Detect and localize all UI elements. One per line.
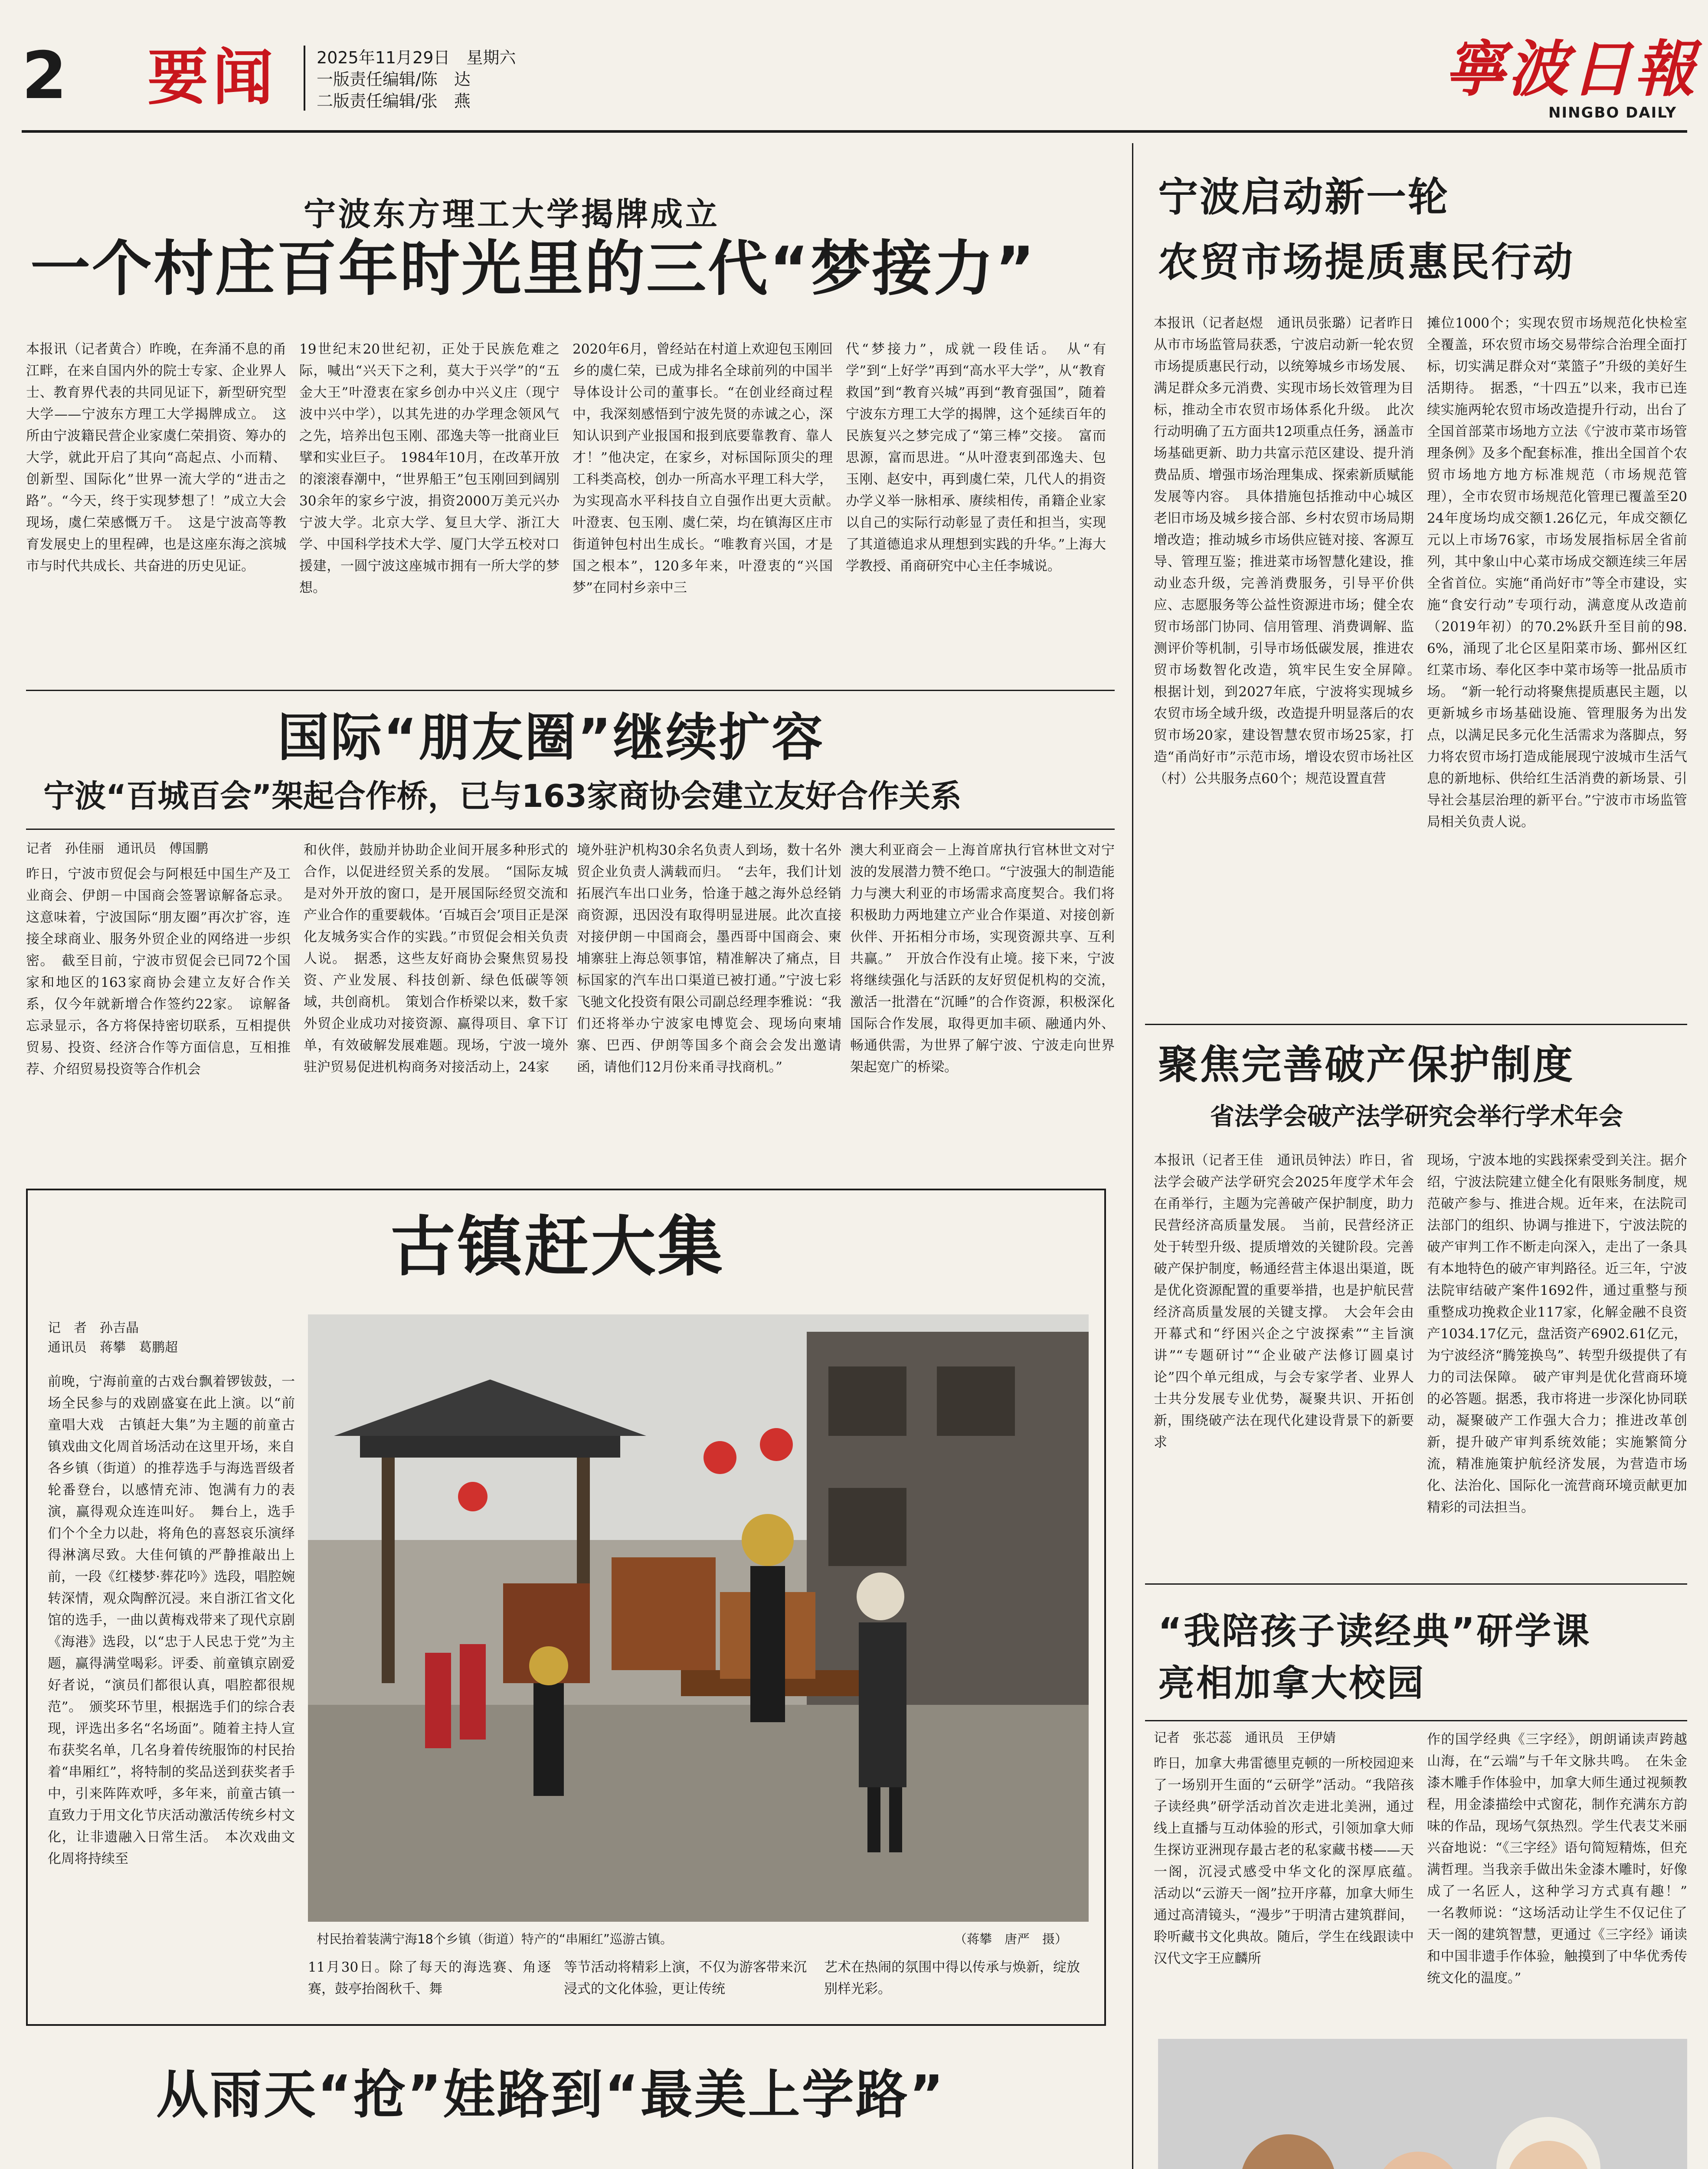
section-title: 要闻 [147,43,278,113]
story7-headline-1: “我陪孩子读经典”研学课 [1158,1610,1591,1652]
editor-line-1: 一版责任编辑/陈 达 [317,70,471,89]
story6-headline: 聚焦完善破产保护制度 [1158,1042,1575,1088]
story3-headline: 古镇赶大集 [390,1209,725,1285]
story2-subhead: 宁波“百城百会”架起合作桥，已与163家商协会建立友好合作关系 [43,778,962,814]
story1-col-1: 本报讯（记者黄合）昨晚，在奔涌不息的甬江畔，在来自国内外的院士专家、企业界人士、教育界代表的共同见证下，新型研究型大学——宁波东方理工大学揭牌成立。 这所由宁波籍民营企业家虞仁荣捐资、筹办的大学，就此开启了其向“高起点、小而精、创新型、国际化”世界一流大学的“进击之路”。“今天，终于实现梦想了！”成立大会现场，虞仁荣感慨万千。 这是宁波高等教育发展史上的里程碑，也是这座东海之滨城市与时代共成长、共奋进的历史见证。 [26,341,286,574]
paper-logo-en: NINGBO DAILY [1548,104,1677,121]
story5-bottom-rule [1145,1024,1687,1025]
story2-col-4: 澳大利亚商会－上海首席执行官林世文对宁波的发展潜力赞不绝口。“宁波强大的制造能力与澳大利亚的市场需求高度契合。我们将积极助力两地建立产业合作渠道、对接创新伙伴、开拓相分市场，实现资源共享、互利共赢。” 开放合作没有止境。接下来，宁波将继续强化与活跃的友好贸促机构的交流，激活一批潜在“沉睡”的合作资源，积极深化国际合作发展，取得更加丰硕、融通内外、畅通供需，为世界了解宁波、宁波走向世界架起宽广的桥梁。 [850,842,1115,1075]
editor-line-2: 二版责任编辑/张 燕 [317,92,471,111]
story3-body: 前晚，宁海前童的古戏台飘着锣钹鼓，一场全民参与的戏剧盛宴在此上演。以“前童唱大戏 古镇赶大集”为主题的前童古镇戏曲文化周首场活动在这里开场，来自各乡镇（街道）的推荐选手与海选晋级者轮番登台，以感情充沛、饱满有力的表演，赢得观众连连叫好。 舞台上，选手们个个全力以赴，将角色的喜怒哀乐演绎得淋漓尽致。大佳何镇的严静推敲出上前，一段《红楼梦·葬花吟》选段，唱腔婉转深情，观众陶醉沉浸。来自浙江省文化馆的选手，一曲以黄梅戏带来了现代京剧《海港》选段，以“忠于人民忠于党”为主题，赢得满堂喝彩。评委、前童镇京剧爱好者说，“演员们都很认真，唱腔都很规范”。 颁奖环节里，根据选手们的综合表现，评选出多名“名场面”。随着主持人宣布获奖名单，几名身着传统服饰的村民抬着“串厢红”，将特制的奖品送到获奖者手中，引来阵阵欢呼，多年来，前童古镇一直致力于用文化节庆活动激活传统乡村文化，让非遗融入日常生活。 本次戏曲文化周将持续至 [48,1374,295,1867]
story7-byline: 记者 张芯蕊 通讯员 王伊婧 [1154,1730,1336,1746]
story3-byline-reporter: 记 者 孙吉晶 [48,1320,139,1336]
story2-headline: 国际“朋友圈”继续扩容 [278,708,825,767]
story3-col-c: 艺术在热闹的氛围中得以传承与焕新，绽放别样光彩。 [824,1959,1080,1997]
story1-headline-text: 一个村庄百年时光里的三代“梦接力” [30,234,1037,304]
story6-bottom-rule [1145,1583,1687,1585]
story3-col-a: 11月30日。除了每天的海选赛、角逐赛，鼓亭抬阁秋千、舞 [308,1959,551,1997]
story6-col-1: 本报讯（记者王佳 通讯员钟法）昨日，省法学会破产法学研究会2025年度学术年会在甬举行，主题为完善破产保护制度，助力民营经济高质量发展。 当前，民营经济正处于转型升级、提质增效的关键阶段。完善破产保护制度，畅通经营主体退出渠道，既是优化资源配置的重要举措，也是护航民营经济高质量发展的关键支撑。 大会年会由开幕式和“纾困兴企之宁波探索”“主旨演讲”“专题研讨”“企业破产法修订圆桌讨论”四个单元组成，与会专家学者、业界人士共分发展专业优势，凝聚共识、开拓创新，围绕破产法在现代化建设背景下的新要求 [1154,1153,1414,1450]
story7-rule [1145,1720,1687,1721]
students-woodcraft-illustration [1158,2039,1687,2169]
story6-col-2: 现场，宁波本地的实践探索受到关注。据介绍，宁波法院建立健全化有限账务制度，规范破产参与、推进合规。近年来，在法院司法部门的组织、协调与推进下，宁波法院的破产审判工作不断走向深入，走出了一条具有本地特色的破产审判路径。近三年，宁波法院审结破产案件1692件，通过重整与预重整成功挽救企业117家，化解金融不良资产1034.17亿元，盘活资产6902.61亿元，为宁波经济“腾笼换鸟”、转型升级提供了有力的司法保障。 破产审判是优化营商环境的必答题。据悉，我市将进一步深化协同联动，凝聚破产工作强大合力；推进改革创新，提升破产审判系统效能；实施繁简分流，精准施策护航经济发展，为营造市场化、法治化、国际化一流营商环境贡献更加精彩的司法担当。 [1427,1153,1687,1515]
story6-subhead: 省法学会破产法学研究会举行学术年会 [1210,1103,1623,1131]
story2-byline: 记者 孙佳丽 通讯员 傅国鹏 [26,841,208,856]
story7-photo [1158,2039,1687,2169]
page-number: 2 [22,38,67,114]
masthead-rule [22,130,1687,133]
story1-bottom-rule [26,690,1115,691]
story3-photo-credit: （蒋攀 唐严 摄） [954,1932,1068,1946]
story1-col-2: 19世纪末20世纪初，正处于民族危难之际，喊出“兴天下之利，莫大于兴学”的“五金大王”叶澄衷在家乡创办中兴义庄（现宁波中兴中学），以其先进的办学理念领风气之先，培养出包玉刚、邵逸夫等一批商业巨擘和实业巨子。 1984年10月，在改革开放的滚滚春潮中，“世界船王”包玉刚回到阔别30余年的家乡宁波，捐资2000万美元兴办宁波大学。北京大学、复旦大学、浙江大学、中国科学技术大学、厦门大学五校对口援建，一圆宁波这座城市拥有一所大学的梦想。 [299,341,560,596]
paper-logo: 寧波日報 [1444,34,1698,105]
story2-col-1: 昨日，宁波市贸促会与阿根廷中国生产及工业商会、伊朗－中国商会签署谅解备忘录。这意味着，宁波国际“朋友圈”再次扩容，连接全球商业、服务外贸企业的网络进一步织密。 截至目前，宁波市贸促会已同72个国家和地区的163家商协会建立友好合作关系，仅今年就新增合作签约22家。 谅解备忘录显示，各方将保持密切联系，互相提供贸易、投资、经济合作等方面信息，互相推荐、介绍贸易投资等合作机会 [26,866,291,1077]
story3-col-b: 等节活动将精彩上演，不仅为游客带来沉浸式的文化体验，更让传统 [564,1959,807,1997]
story5-col-2: 摊位1000个；实现农贸市场规范化快检室全覆盖，环农贸市场交易带综合治理全面打标，切实满足群众对“菜篮子”升级的美好生活期待。 据悉，“十四五”以来，我市已连续实施两轮农贸市场改造提升行动，出台了全国首部菜市场地方立法《宁波市菜市场管理条例》及多个配套标准，推出全国首个农贸市场地方地方标准规范（市场规范管理），全市农贸市场规范化管理已覆盖至2024年度场均成交额1.26亿元，年成交额亿元以上市场76家，市场发展指标居全省前列，其中象山中心菜市场成交额连续三年居全省首位。实施“甬尚好市”等全市建设，实施“食安行动”专项行动，满意度从改造前（2019年初）的70.2%跃升至目前的98.6%，涌现了北仑区星阳菜市场、鄞州区红红菜市场、奉化区李中菜市场等一批品质市场。 “新一轮行动将聚焦提质惠民主题，以更新城乡市场基础设施、管理服务为出发点，以满足民多元化生活需求为落脚点，努力将农贸市场打造成能展现宁波城市生活气息的新地标、供给红生活消费的新场景、引导社会基层治理的新平台。”宁波市市场监管局相关负责人说。 [1427,315,1687,830]
story2-col-2: 和伙伴，鼓励并协助企业间开展多种形式的合作，以促进经贸关系的发展。 “国际友城是对外开放的窗口，是开展国际经贸交流和产业合作的重要载体。‘百城百会’项目正是深化友城务实合作的实践。”市贸促会相关负责人说。 据悉，这些友好商协会聚焦贸易投资、产业发展、科技创新、绿色低碳等领域，共创商机。 策划合作桥梁以来，数千家外贸企业成功对接资源、赢得项目、拿下订单，有效破解发展难题。现场，宁波一境外驻沪贸易促进机构商务对接活动上，24家 [304,842,568,1075]
story1-kicker: 宁波东方理工大学揭牌成立 [304,196,720,233]
story4-headline: 从雨天“抢”娃路到“最美上学路” [156,2065,946,2125]
story5-col-1: 本报讯（记者赵煜 通讯员张璐）记者昨日从市市场监管局获悉，宁波启动新一轮农贸市场提质惠民行动，以统筹城乡市场发展、满足群众多元消费、实现市场长效管理为目标，推动全市农贸市场体系化升级。 此次行动明确了五方面共12项重点任务，涵盖市场基础更新、助力共富示范区建设、提升消费品质、增强市场治理集成、探索新质赋能发展等内容。 具体措施包括推动中心城区老旧市场及城乡接合部、乡村农贸市场局期增改造；推动城乡市场供应链对接、客源互导、管理互鉴；推进菜市场智慧化建设，推动业态升级，完善消费服务，引导平价供应、志愿服务等公益性资源进市场；健全农贸市场部门协同、信用管理、消费调解、监测评价等机制，引导市场低碳发展，推进农贸市场数智化改造，筑牢民生安全屏障。 根据计划，到2027年底，宁波将实现城乡农贸市场全域升级，改造提升明显落后的农贸市场20家，建设智慧农贸市场25家，打造“甬尚好市”示范市场，增设农贸市场社区（村）公共服务点60个；规范设置直营 [1154,315,1427,786]
story7-headline-2: 亮相加拿大校园 [1158,1662,1426,1704]
story1-col-4: 代“梦接力”，成就一段佳话。 从“有学”到“上好学”再到“高水平大学”，从“教育救国”到“教育兴城”再到“教育强国”，随着宁波东方理工大学的揭牌，这个延续百年的民族复兴之梦完成了“第三棒”交接。 富而思源，富而思进。“从叶澄衷到邵逸夫、包玉刚、赵安中，再到虞仁荣，几代人的捐资办学义举一脉相承、赓续相传，甬籍企业家以自己的实际行动彰显了责任和担当，实现了其道德追求从理想到实践的升华。”上海大学教授、甬商研究中心主任李城说。 [846,341,1106,574]
story3-caption: 村民抬着装满宁海18个乡镇（街道）特产的“串厢红”巡游古镇。 [317,1932,673,1946]
right-column-separator [1132,143,1133,2169]
story1-col-3: 2020年6月，曾经站在村道上欢迎包玉刚回乡的虞仁荣，已成为排名全球前列的中国半导体设计公司的董事长。“在创业经商过程中，我深刻感悟到宁波先贤的赤诚之心，深知认识到产业报国和报到底要靠教育、靠人才！”他决定，在家乡，对标国际顶尖的理工科类高校，创办一所高水平理工科大学，为实现高水平科技自立自强作出更大贡献。 叶澄衷、包玉刚、虞仁荣，均在镇海区庄市街道钟包村出生成长。“唯教育兴国，才是国之根本”，120多年来，叶澄衷的“兴国梦”在同村乡亲中三 [573,341,846,596]
story3-byline-corr: 通讯员 蒋攀 葛鹏超 [48,1340,178,1355]
story3-photo [308,1314,1089,1922]
masthead-divider [304,46,305,111]
story5-headline-2: 农贸市场提质惠民行动 [1158,239,1575,285]
date-line: 2025年11月29日 星期六 [317,48,516,67]
story2-rule [26,829,1115,830]
story5-headline-1: 宁波启动新一轮 [1158,174,1450,220]
story7-col-1: 昨日，加拿大弗雷德里克顿的一所校园迎来了一场别开生面的“云研学”活动。“我陪孩子读经典”研学活动首次走进北美洲，通过线上直播与互动体验的形式，引领加拿大师生探访亚洲现存最古老的私家藏书楼——天一阁，沉浸式感受中华文化的深厚底蕴。 活动以“云游天一阁”拉开序幕，加拿大师生通过高清镜头，“漫步”于明清古建筑群间，聆听藏书文化典故。随后，学生在线跟读中汉代文字王应麟所 [1154,1756,1427,1966]
festival-parade-illustration [308,1314,1089,1922]
story2-col-3: 境外驻沪机构30余名负责人到场，数十名外贸企业负责人满载而归。 “去年，我们计划拓展汽车出口业务，恰逢于越之海外总经销商资源，迅因没有取得明显进展。此次直接对接伊朗－中国商会，墨西哥中国商会、柬埔寨驻上海总领事馆，精准解决了痛点，目标国家的汽车出口渠道已被打通。”宁波七彩飞驰文化投资有限公司副总经理李雅说：“我们还将举办宁波家电博览会、现场向柬埔寨、巴西、伊朗等国多个商会会发出邀请函，请他们12月份来甬寻找商机。” [577,842,841,1075]
story7-col-2: 作的国学经典《三字经》，朗朗诵读声跨越山海，在“云端”与千年文脉共鸣。 在朱金漆木雕手作体验中，加拿大师生通过视频教程，用金漆描绘中式窗花，制作充满东方韵味的作品，现场气氛热烈。学生代表艾米丽兴奋地说：“《三字经》语句简短精炼，但充满哲理。当我亲手做出朱金漆木雕时，好像成了一名匠人，这种学习方式真有趣！” 一名教师说：“这场活动让学生不仅记住了天一阁的建筑智慧，更通过《三字经》诵读和中国非遗手作体验，触摸到了中华优秀传统文化的温度。” [1427,1732,1701,1986]
